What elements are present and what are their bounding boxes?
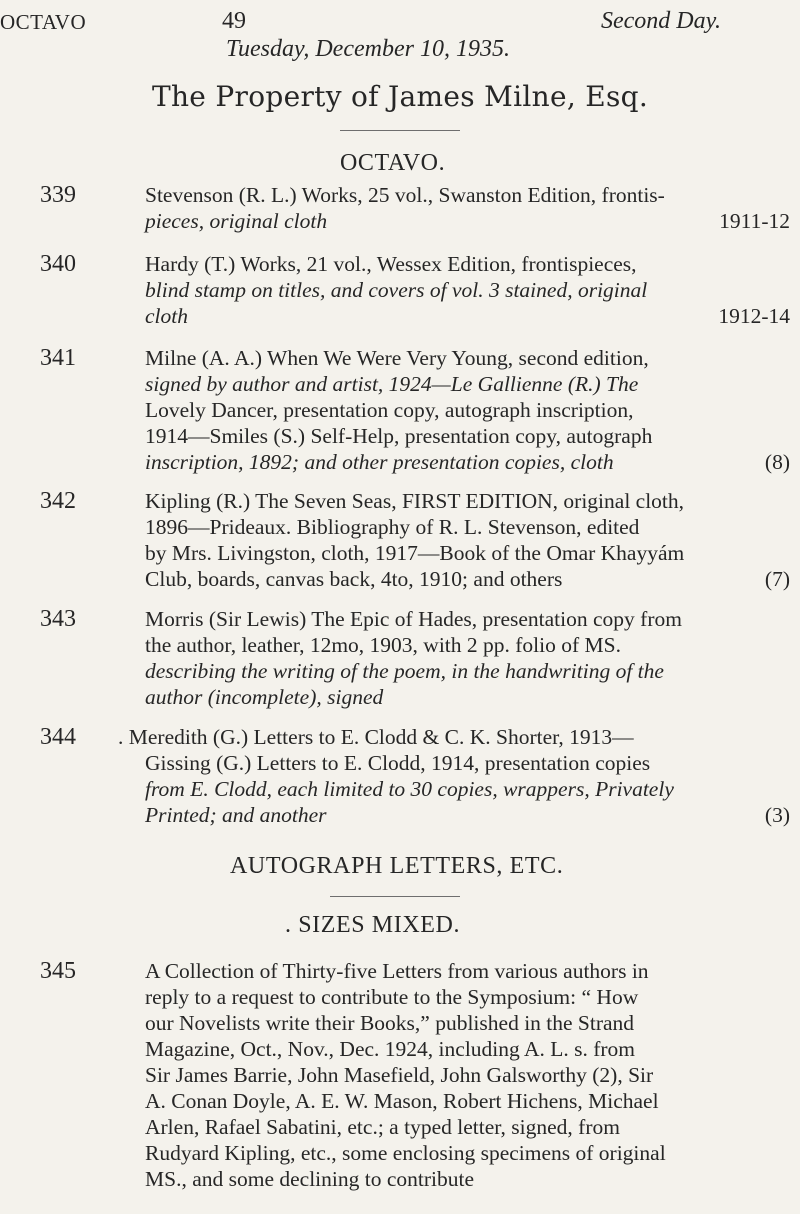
sale-date: Tuesday, December 10, 1935. [226, 36, 510, 62]
lot-description: Hardy (T.) Works, 21 vol., Wessex Edition, frontispieces, blind stamp on titles, and covers of vol. 3 stained, original cloth 1912-14 [145, 252, 790, 328]
lot-date: 1912-14 [718, 304, 790, 328]
section-autograph-letters: AUTOGRAPH LETTERS, ETC. [230, 853, 564, 879]
lot-number: 339 [40, 182, 76, 208]
property-heading: The Property of James Milne, Esq. [152, 80, 649, 113]
lot-description: Kipling (R.) The Seven Seas, FIRST EDITION, original cloth, 1896—Prideaux. Bibliography of R. L. Stevenson, edited by Mrs. Livingston, cloth, 1917—Book of the Omar Khayyám Club, boards, canvas back, 4to, 1910; and others (7) [145, 489, 790, 591]
section-octavo: OCTAVO. [340, 150, 446, 176]
lot-count: (8) [764, 450, 790, 474]
lot-description: A Collection of Thirty-five Letters from various authors in reply to a request to contribute to the Symposium: “ How our Novelists write their Books,” published in the Strand Magazine, Oct., Nov., Dec. 1924, including A. L. s. from Sir James Barrie, John Masefield, John Galsworthy (2), Sir A. Conan Doyle, A. E. W. Mason, Robert Hichens, Michael Arlen, Rafael Sabatini, etc.; a typed letter, signed, from Rudyard Kipling, etc., some enclosing specimens of original MS., and some declining to contribute [145, 959, 666, 1191]
lot-number: 345 [40, 958, 76, 984]
running-head-octavo: OCTAVO [0, 10, 87, 34]
divider-rule [330, 896, 460, 897]
lot-number: 340 [40, 251, 76, 277]
lot-number: 342 [40, 488, 76, 514]
lot-count: (3) [764, 803, 790, 827]
lot-number: 344 [40, 724, 76, 750]
lot-description: . Meredith (G.) Letters to E. Clodd & C. K. Shorter, 1913— Gissing (G.) Letters to E. Clodd, 1914, presentation copies from E. Clodd, each limited to 30 copies, wrappers, Privately Printed; and another (3) [118, 725, 790, 827]
lot-count: (7) [764, 567, 790, 591]
lot-description: Milne (A. A.) When We Were Very Young, second edition, signed by author and artist, 1924—Le Gallienne (R.) The Lovely Dancer, presentation copy, autograph inscription, 1914—Smiles (S.) Self-Help, presentation copy, autograph inscription, 1892; and other presentation copies, cloth (8) [145, 346, 790, 474]
lot-number: 341 [40, 345, 76, 371]
sale-day: Second Day. [601, 8, 721, 34]
lot-description: Stevenson (R. L.) Works, 25 vol., Swanston Edition, frontis- pieces, original cloth 1911-12 [145, 183, 790, 233]
lot-date: 1911-12 [719, 209, 790, 233]
section-sizes-mixed: . SIZES MIXED. [285, 912, 461, 938]
divider-rule [340, 130, 460, 131]
page-number: 49 [222, 8, 246, 34]
lot-number: 343 [40, 606, 76, 632]
lot-description: Morris (Sir Lewis) The Epic of Hades, presentation copy from the author, leather, 12mo, 1903, with 2 pp. folio of MS. describing the writing of the poem, in the handwriting of the author (incomplete), signed [145, 607, 682, 709]
